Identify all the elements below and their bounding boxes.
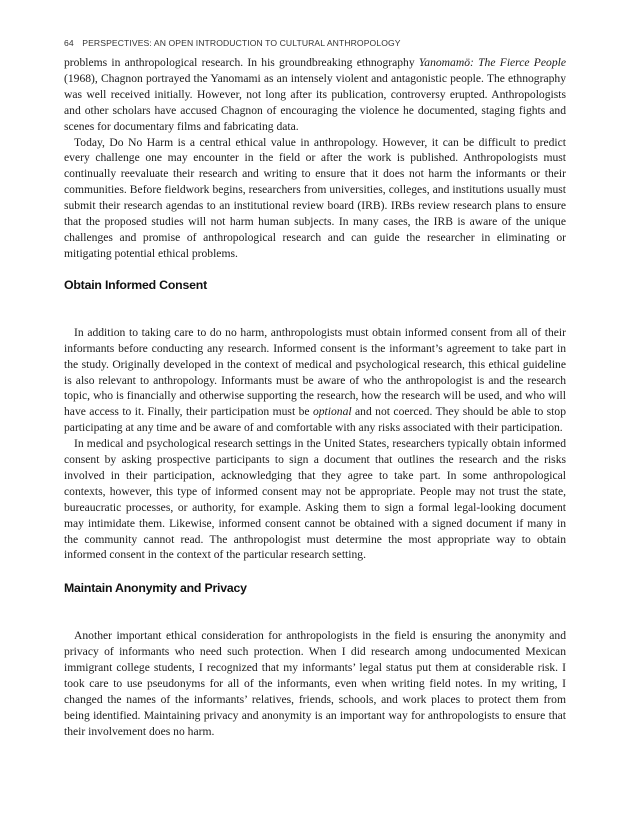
paragraph-informed-consent — [64, 325, 566, 436]
paragraph-consent-settings: In medical and psychological research settings in the United States, researchers typically obtain informed consent by asking prospective participants to sign a document that outlines the research and the risks involved in their participation, acknowledging that they agree to take part. In some anthropological contexts, however, this type of informed consent may not be appropriate. People may not trust the state, bureaucratic processes, or authority, for example. Asking them to sign a formal legal-looking document may intimidate them. Likewise, informed consent cannot be obtained with a signed document if many in the community cannot read. The anthropologist must determine the most appropriate way to obtain informed consent in the context of the particular research setting. — [64, 437, 566, 562]
paragraph-text: problems in anthropological research. In his groundbreaking ethnography — [64, 56, 419, 69]
running-title: PERSPECTIVES: AN OPEN INTRODUCTION TO CULTURAL ANTHROPOLOGY — [82, 38, 401, 48]
emphasis-optional: optional — [312, 405, 352, 419]
paragraph-text: and not coerced. They should be able to stop participating at any time and be aware of and comfortable with any risks associated with their participation. — [64, 405, 566, 435]
running-header — [64, 38, 566, 48]
book-title: Yanomamö: The Fierce People — [418, 56, 566, 69]
paragraph-text: In addition to taking care to do no harm, anthropologists must obtain informed consent from all of their informants before conducting any research. Informed consent is the informant’s agreement to take part in the study. Originally developed in the context of medical and psychological research, this ethical guideline is also relevant to anthropology. Informants must be aware of who the anthropologist is and the research topic, who is financially and otherwise supporting the research, how the research will be used, and who will have access to it. Finally, their participation must be — [64, 325, 566, 419]
paragraph-anonymity: Another important ethical consideration for anthropologists in the field is ensuring the anonymity and privacy of informants who need such protection. When I did research among undocumented Mexican immigrant college students, I recognized that my informants’ legal status put them at considerable risk. I took care to use pseudonyms for all of the informants, even when writing field notes. In my writing, I changed the names of the informants’ relatives, friends, schools, and work places to protect them from being identified. Maintaining privacy and anonymity is an important way for anthropologists to ensure that their involvement does no harm. — [64, 629, 566, 738]
paragraph-text: (1968), Chagnon portrayed the Yanomami as an intensely violent and antagonistic people. The ethnography was well received initially. However, not long after its publication, controversy erupted. Anthropologists and other scholars have accused Chagnon of encouraging the violence he documented, staging fights and scenes for documentary films and fabricating data. — [64, 71, 566, 133]
paragraph-do-no-harm: Today, Do No Harm is a central ethical value in anthropology. However, it can be difficult to predict every challenge one may encounter in the field or after the work is published. Anthropologists must continually reevaluate their research and writing to ensure that it does not harm the informants or their communities. Before fieldwork begins, researchers from universities, colleges, and institutions usually must submit their research agendas to an institutional review board (IRB). IRBs review research plans to ensure that the proposed studies will not harm human subjects. In many cases, the IRB is aware of the unique challenges and promise of anthropological research and can guide the researcher in eliminating or mitigating potential ethical problems. — [64, 135, 566, 260]
paragraph-yanomamo — [64, 55, 566, 135]
section-heading-anonymity-privacy: Maintain Anonymity and Privacy — [64, 581, 247, 596]
page-number: 64 — [64, 38, 74, 48]
section-heading-informed-consent: Obtain Informed Consent — [64, 277, 207, 292]
book-page — [64, 38, 566, 740]
